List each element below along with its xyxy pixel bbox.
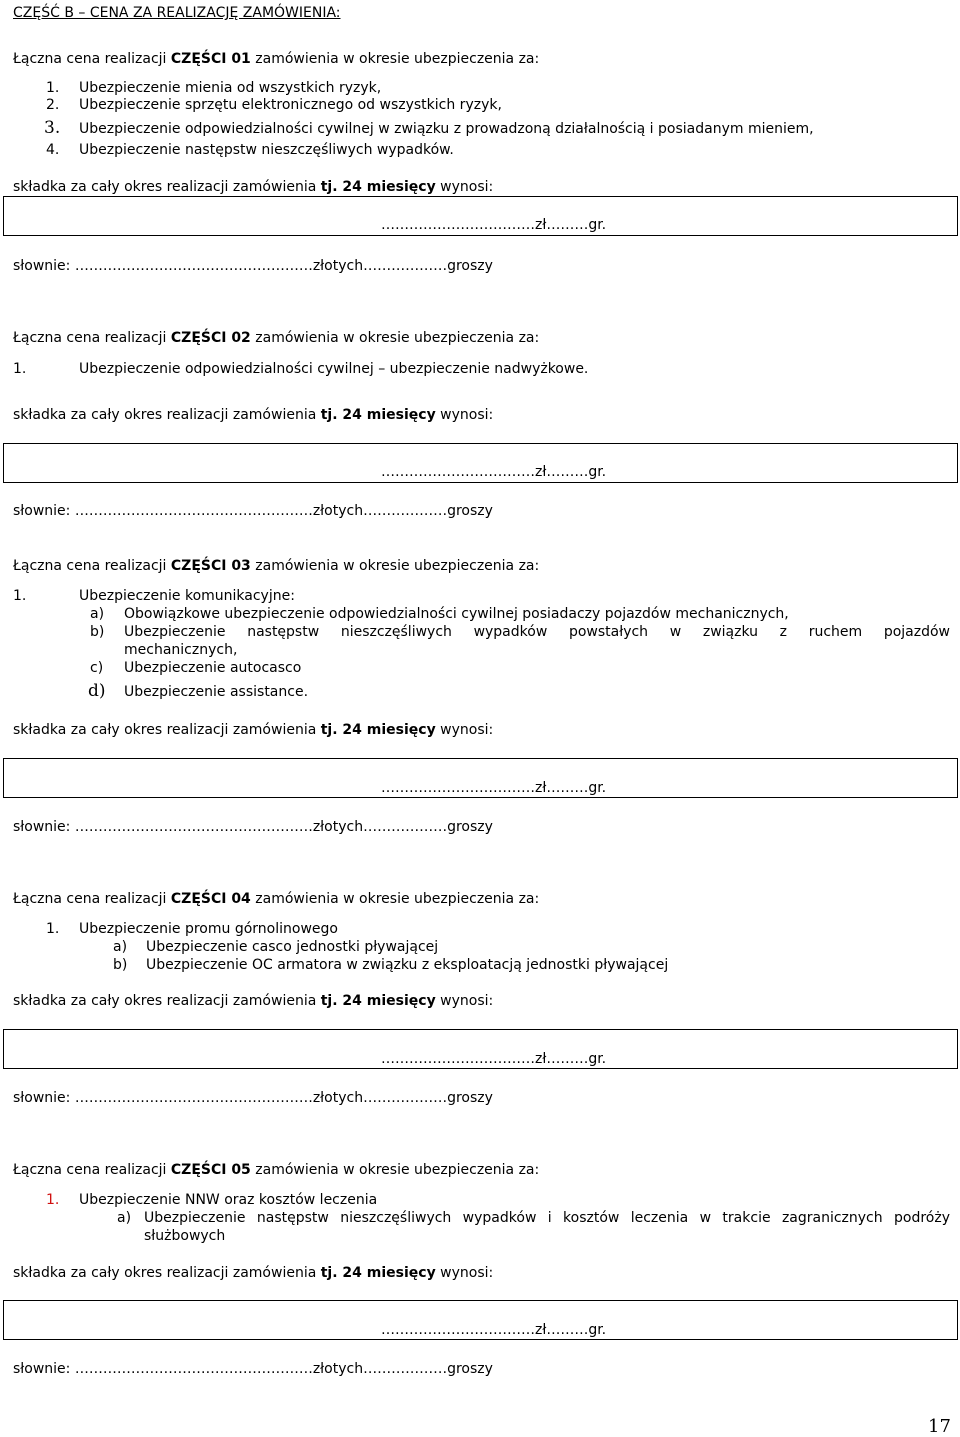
sub-item-letter: c) [90, 660, 104, 676]
fee-label: składka za cały okres realizacji zamówienia tj. 24 miesięcy wynosi: [13, 1265, 494, 1281]
sub-item-text: Ubezpieczenie casco jednostki pływającej [146, 939, 439, 955]
sub-item-letter: a) [117, 1210, 132, 1226]
amount-words-line: słownie: ……………………………………………złotych………………groszy [13, 1361, 493, 1377]
sub-item-text: Ubezpieczenie OC armatora w związku z eksploatacją jednostki pływającej [146, 957, 669, 973]
list-item-text: Ubezpieczenie odpowiedzialności cywilnej – ubezpieczenie nadwyżkowe. [79, 361, 589, 377]
part-05-intro: Łączna cena realizacji CZĘŚCI 05 zamówienia w okresie ubezpieczenia za: [13, 1162, 540, 1178]
amount-line: ……………………………zł………gr. [381, 780, 607, 796]
part-04-intro: Łączna cena realizacji CZĘŚCI 04 zamówienia w okresie ubezpieczenia za: [13, 891, 540, 907]
amount-line: ……………………………zł………gr. [381, 1051, 607, 1067]
sub-item-letter: a) [90, 606, 105, 622]
list-item: 1. [46, 1192, 60, 1208]
sub-item-text-continued: służbowych [144, 1228, 226, 1244]
list-item: 1. [13, 361, 27, 377]
list-item-text: Ubezpieczenie mienia od wszystkich ryzyk, [79, 80, 382, 96]
part-02-intro: Łączna cena realizacji CZĘŚCI 02 zamówienia w okresie ubezpieczenia za: [13, 330, 540, 346]
list-item: 2. [46, 97, 60, 113]
amount-words-line: słownie: ……………………………………………złotych………………groszy [13, 503, 493, 519]
page-number: 17 [928, 1416, 951, 1437]
sub-item-text: Ubezpieczenie assistance. [124, 684, 309, 700]
list-item: 1. [46, 921, 60, 937]
list-item-text: Ubezpieczenie następstw nieszczęśliwych wypadków. [79, 142, 454, 158]
amount-line: ……………………………zł………gr. [381, 217, 607, 233]
list-item-text: Ubezpieczenie NNW oraz kosztów leczenia [79, 1192, 378, 1208]
amount-words-line: słownie: ……………………………………………złotych………………groszy [13, 1090, 493, 1106]
fee-label: składka za cały okres realizacji zamówienia tj. 24 miesięcy wynosi: [13, 179, 494, 195]
sub-item-letter: d) [88, 681, 106, 701]
amount-line: ……………………………zł………gr. [381, 464, 607, 480]
sub-item-text: Obowiązkowe ubezpieczenie odpowiedzialności cywilnej posiadaczy pojazdów mechanicznych, [124, 606, 789, 622]
part-03-intro: Łączna cena realizacji CZĘŚCI 03 zamówienia w okresie ubezpieczenia za: [13, 558, 540, 574]
list-item: 3. [44, 118, 61, 138]
sub-item-letter: b) [90, 624, 105, 640]
sub-item-text-continued: mechanicznych, [124, 642, 238, 658]
list-item-text: Ubezpieczenie promu górnolinowego [79, 921, 338, 937]
list-item: 1. [46, 80, 60, 96]
part-01-intro: Łączna cena realizacji CZĘŚCI 01 zamówienia w okresie ubezpieczenia za: [13, 51, 540, 67]
fee-label: składka za cały okres realizacji zamówienia tj. 24 miesięcy wynosi: [13, 993, 494, 1009]
fee-label: składka za cały okres realizacji zamówienia tj. 24 miesięcy wynosi: [13, 722, 494, 738]
sub-item-text: Ubezpieczenie autocasco [124, 660, 302, 676]
amount-words-line: słownie: ……………………………………………złotych………………groszy [13, 258, 493, 274]
list-item: 1. [13, 588, 27, 604]
list-item-text: Ubezpieczenie odpowiedzialności cywilnej w związku z prowadzoną działalnością i posiadanym mieniem, [79, 121, 814, 137]
sub-item-text: Ubezpieczenie następstw nieszczęśliwych wypadków i kosztów leczenia w trakcie zagranicznych podróży [144, 1210, 950, 1226]
list-item-text: Ubezpieczenie komunikacyjne: [79, 588, 295, 604]
amount-words-line: słownie: ……………………………………………złotych………………groszy [13, 819, 493, 835]
fee-label: składka za cały okres realizacji zamówienia tj. 24 miesięcy wynosi: [13, 407, 494, 423]
sub-item-letter: a) [113, 939, 128, 955]
list-item: 4. [46, 142, 60, 158]
sub-item-letter: b) [113, 957, 128, 973]
page-title: CZĘŚĆ B – CENA ZA REALIZACJĘ ZAMÓWIENIA: [13, 5, 341, 21]
sub-item-text: Ubezpieczenie następstw nieszczęśliwych wypadków powstałych w związku z ruchem pojazdów [124, 624, 950, 640]
amount-line: ……………………………zł………gr. [381, 1322, 607, 1338]
list-item-text: Ubezpieczenie sprzętu elektronicznego od wszystkich ryzyk, [79, 97, 502, 113]
